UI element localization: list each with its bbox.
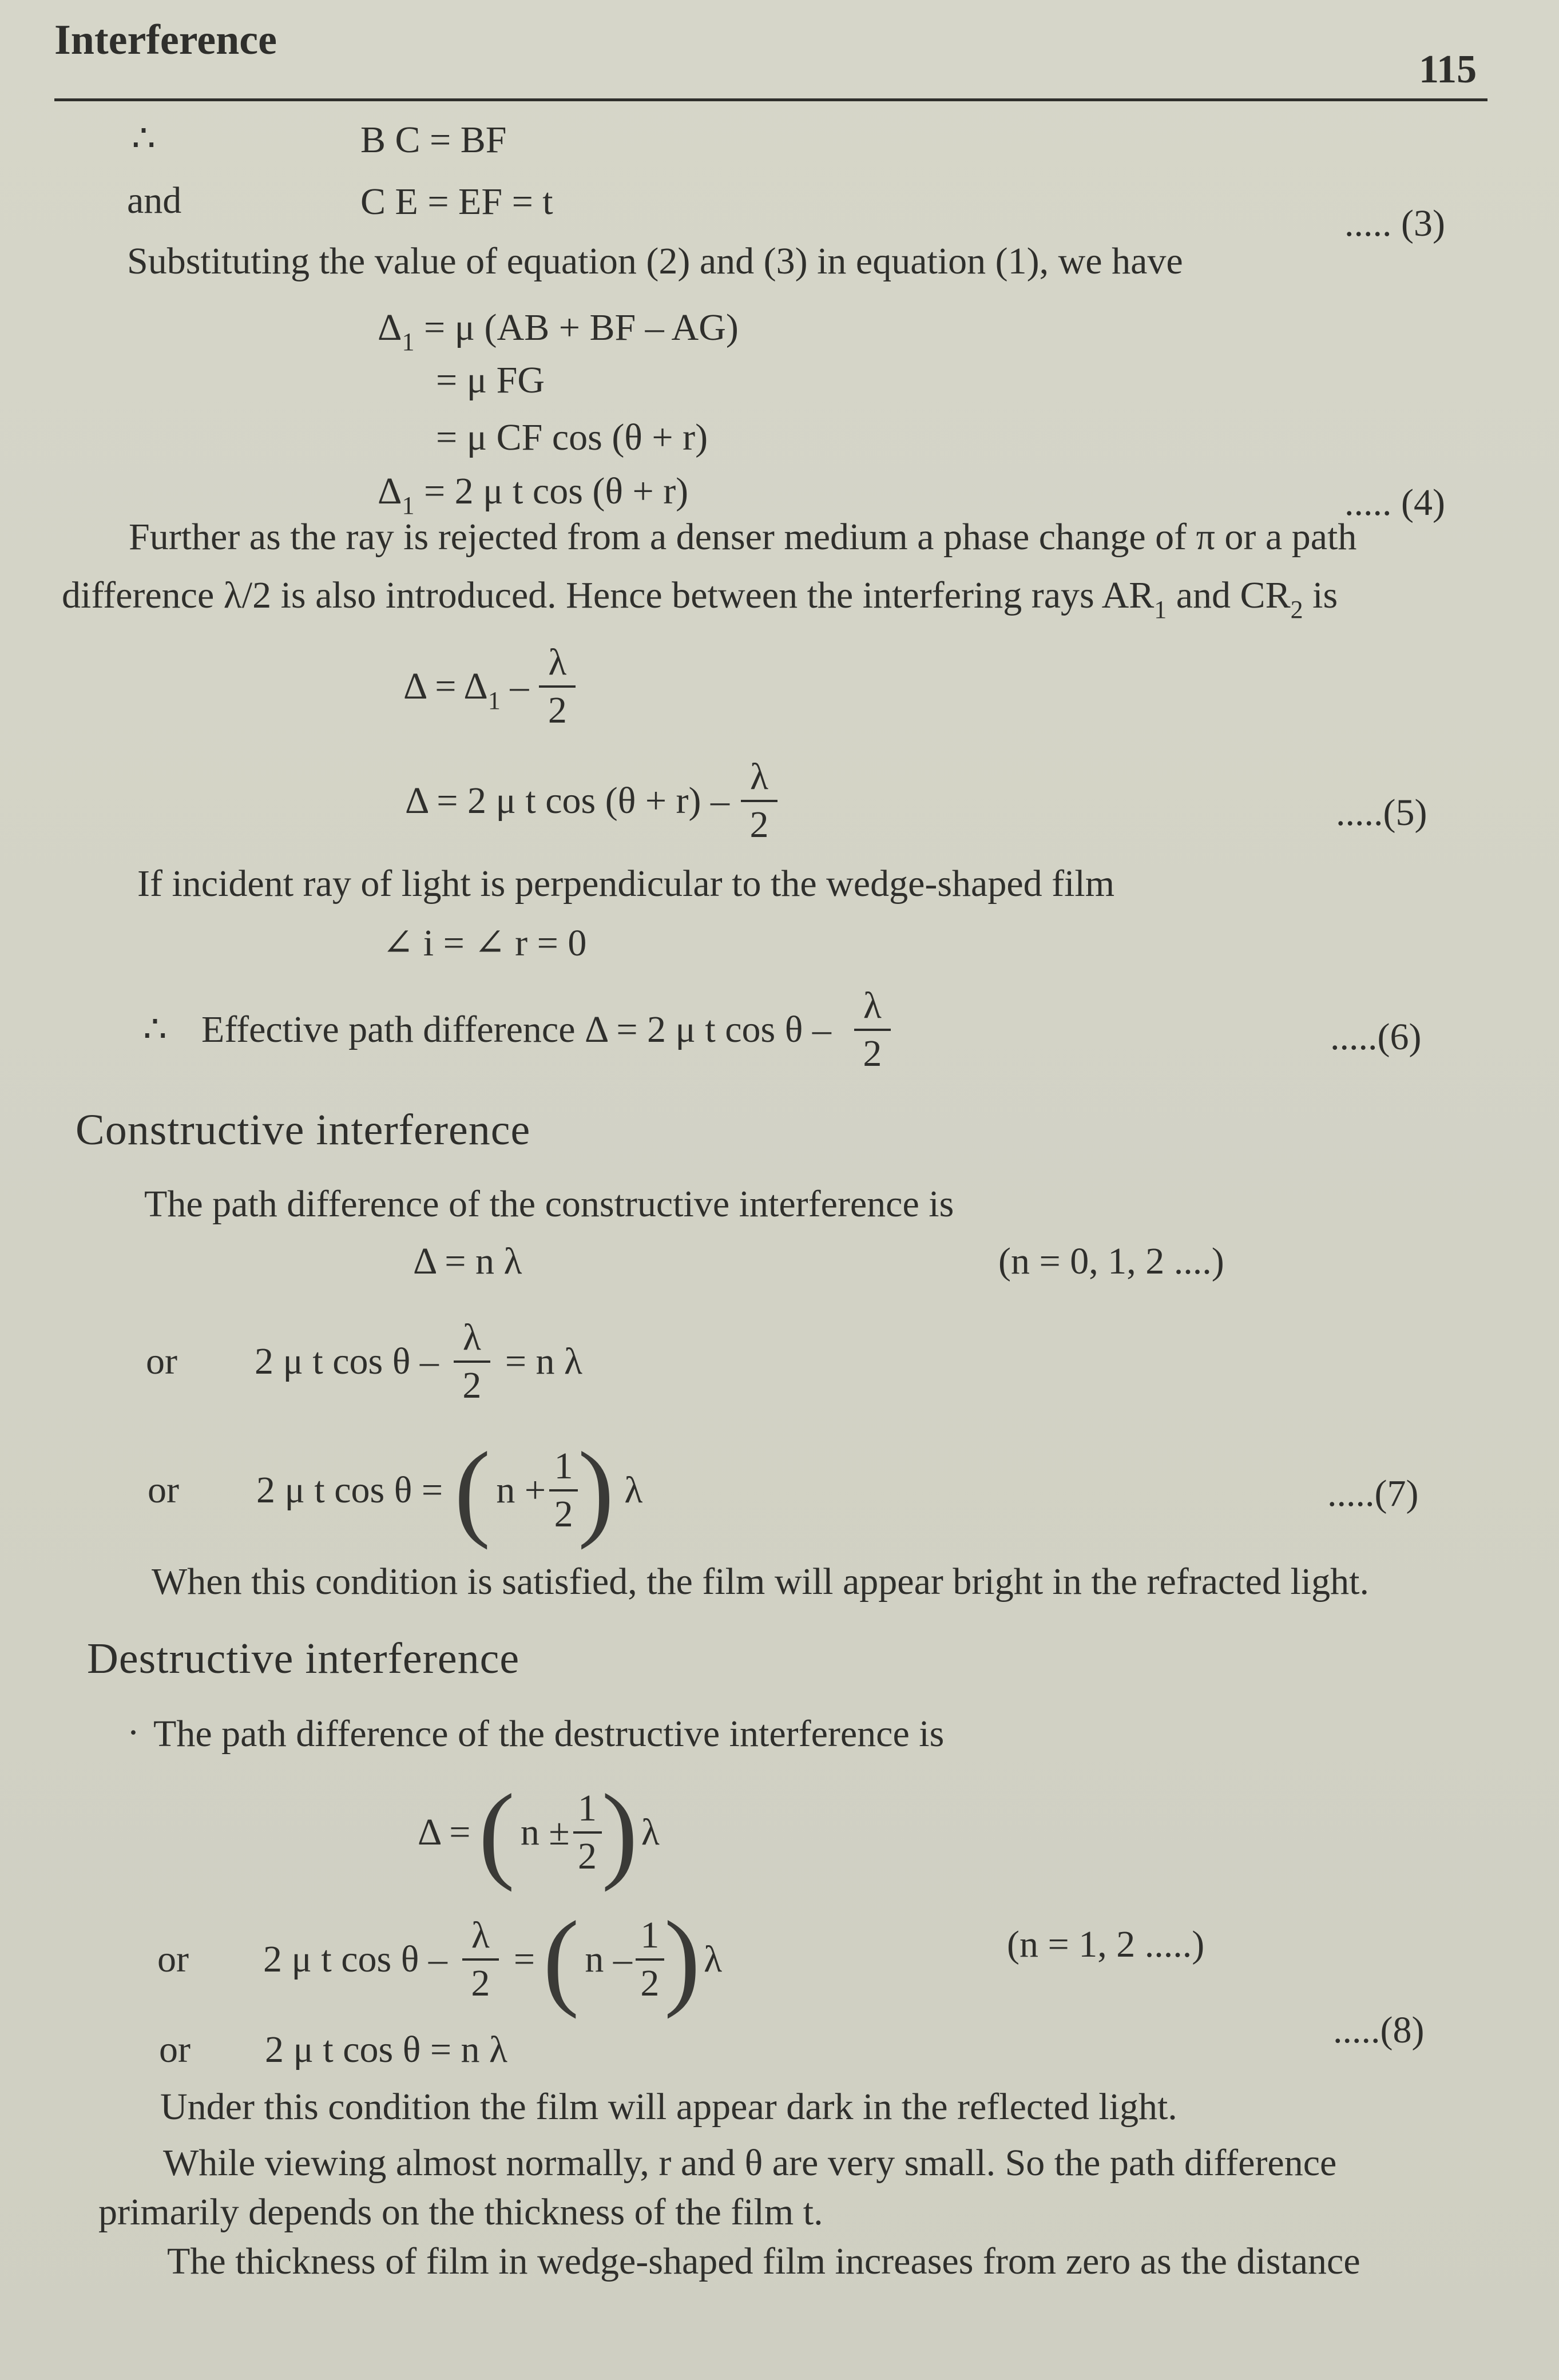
fraction-one-half: $\frac{1}{2}$ (573, 1787, 602, 1878)
substituting-text: Substituting the value of equation (2) and (3) in equation (1), we have (127, 240, 1183, 282)
running-header: Interference (54, 17, 277, 64)
constructive-eq-b: or 2 μ t cos θ – $\frac{\lambda}{2}$ = n λ (146, 1316, 583, 1406)
fraction-lambda-over-2: $\frac{\lambda}{2}$ (854, 984, 891, 1076)
equation-number-4: ..... (4) (1344, 482, 1445, 523)
paren-group: ( n + $\frac{1}{2}$ ) (454, 1430, 614, 1550)
constructive-eq-a: Δ = n λ (413, 1240, 522, 1282)
destructive-thickness: The thickness of film in wedge-shaped film increases from zero as the distance (167, 2240, 1360, 2282)
equation-number-5: .....(5) (1336, 792, 1427, 834)
equation-bc: B C = BF (360, 119, 507, 161)
delta1-line-b: = μ FG (436, 359, 545, 401)
effective-path-equation: ∴ Effective path difference Δ = 2 μ t cos θ – $\frac{\lambda}{2}$ (143, 984, 891, 1076)
paren-group: ( n ± $\frac{1}{2}$ ) (478, 1772, 638, 1893)
destructive-primarily: primarily depends on the thickness of the film t. (98, 2191, 823, 2233)
incident-text: If incident ray of light is perpendicular to the wedge-shaped film (137, 863, 1115, 905)
difference-text: difference λ/2 is also introduced. Hence between the interfering rays $AR_1$ and $CR_2$ is (62, 574, 1338, 624)
destructive-eq-a: Δ = ( n ± $\frac{1}{2}$ ) λ (418, 1772, 660, 1893)
destructive-under: Under this condition the film will appear dark in the reflected light. (160, 2086, 1177, 2128)
fraction-lambda-over-2: $\frac{\lambda}{2}$ (462, 1914, 499, 2005)
delta-equation-1: $\Delta = \Delta_1$ – $\frac{\lambda}{2}$ (403, 641, 576, 732)
equation-number-6: .....(6) (1330, 1016, 1422, 1058)
therefore-symbol: ∴ (132, 118, 156, 160)
destructive-condition: (n = 1, 2 .....) (1007, 1923, 1205, 1965)
equation-number-3: ..... (3) (1344, 203, 1445, 244)
angle-equation: ∠ i = ∠ r = 0 (382, 922, 587, 964)
bullet-dot: · (127, 1712, 140, 1754)
equation-number-7: .....(7) (1327, 1473, 1419, 1514)
page-number: 115 (1419, 47, 1477, 92)
constructive-when: When this condition is satisfied, the film will appear bright in the refracted light. (152, 1561, 1369, 1602)
destructive-while: While viewing almost normally, r and θ are very small. So the path difference (163, 2142, 1337, 2184)
destructive-eq-c: or 2 μ t cos θ = n λ (159, 2029, 508, 2070)
fraction-lambda-over-2: $\frac{\lambda}{2}$ (454, 1316, 490, 1407)
delta1-line-c: = μ CF cos (θ + r) (436, 416, 708, 458)
constructive-heading: Constructive interference (76, 1106, 531, 1154)
delta1-line-a: $\Delta_1 = \mu$ (AB + BF – AG) (378, 307, 739, 356)
equation-number-8: .....(8) (1333, 2009, 1425, 2051)
paren-group: ( n – $\frac{1}{2}$ ) (543, 1899, 701, 2020)
fraction-lambda-over-2: $\frac{\lambda}{2}$ (741, 755, 777, 847)
destructive-intro: The path difference of the destructive interference is (153, 1713, 945, 1755)
constructive-eq-c: or 2 μ t cos θ = ( n + $\frac{1}{2}$ ) λ (148, 1430, 643, 1550)
fraction-one-half: $\frac{1}{2}$ (549, 1445, 578, 1536)
delta1-line-d: $\Delta_1 = 2$ μ t cos (θ + r) (378, 470, 689, 519)
destructive-heading: Destructive interference (87, 1635, 520, 1683)
destructive-eq-b: or 2 μ t cos θ – $\frac{\lambda}{2}$ = ( n – $\frac{1}{2}$ ) λ (157, 1899, 723, 2020)
fraction-one-half: $\frac{1}{2}$ (636, 1914, 664, 2005)
header-rule (54, 98, 1487, 101)
fraction-lambda-over-2: $\frac{\lambda}{2}$ (539, 641, 576, 732)
constructive-condition: (n = 0, 1, 2 ....) (998, 1240, 1224, 1282)
word-and: and (127, 180, 182, 221)
equation-ce: C E = EF = t (360, 181, 553, 223)
constructive-intro: The path difference of the constructive interference is (144, 1183, 954, 1225)
further-text: Further as the ray is rejected from a denser medium a phase change of π or a path (129, 516, 1357, 558)
delta-equation-2: Δ = 2 μ t cos (θ + r) – $\frac{\lambda}{2}$ (405, 755, 777, 847)
